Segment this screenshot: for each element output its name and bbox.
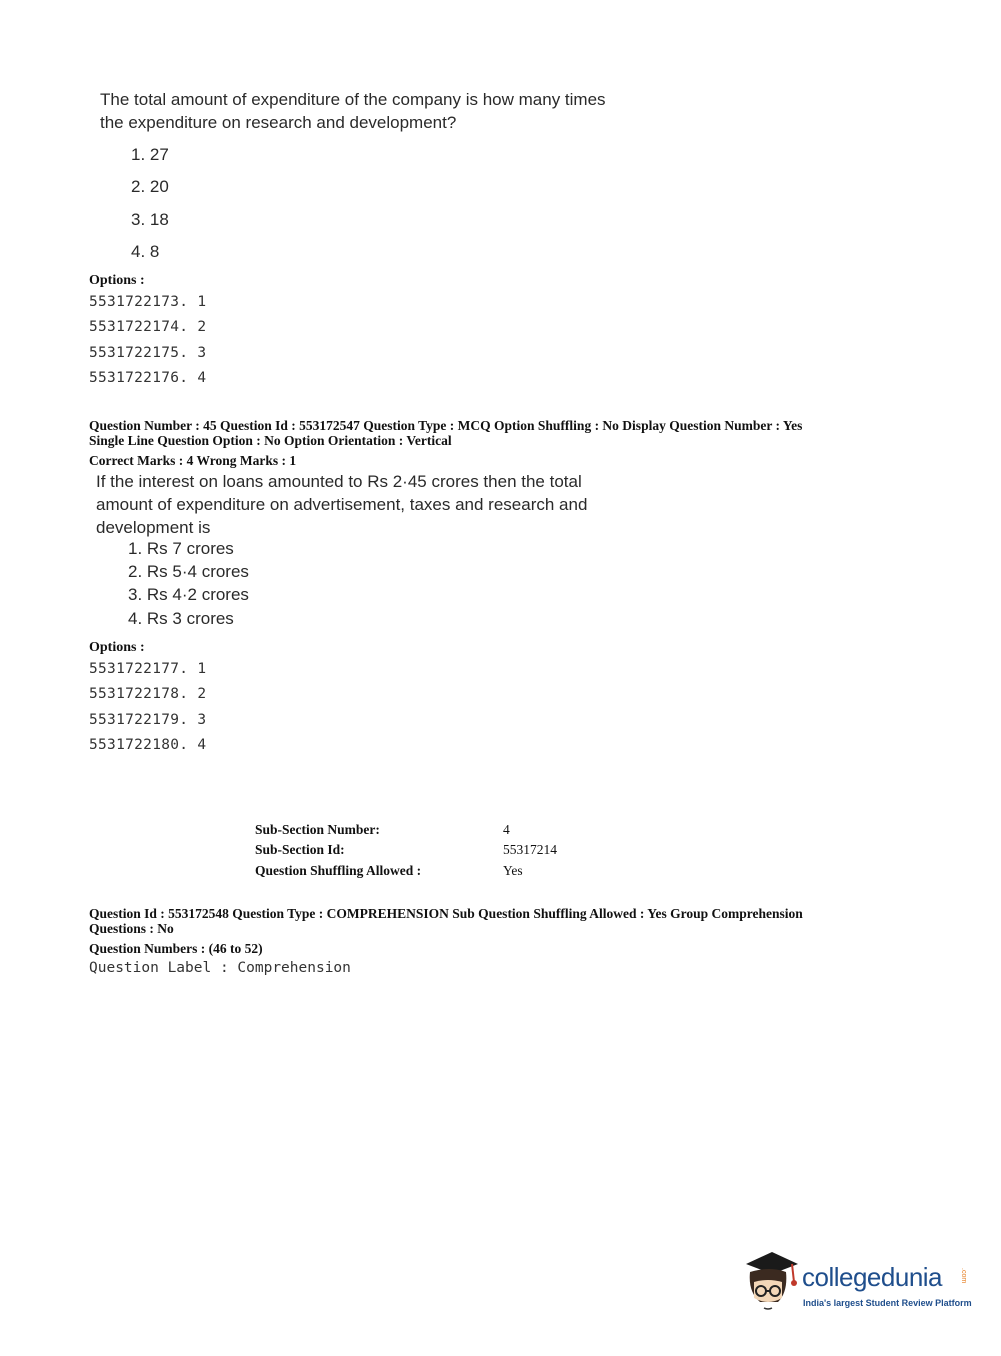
answer-choice: 1. Rs 7 crores	[128, 539, 234, 558]
question-text: If the interest on loans amounted to Rs 2·45 crores then the total amount of expenditure on advertisement, taxes and research and development is	[96, 472, 588, 537]
question-meta-line: Question Number : 45 Question Id : 553172547 Question Type : MCQ Option Shuffling : No Display Question Number : Yes	[89, 418, 803, 433]
option-id: 5531722173. 1	[89, 294, 207, 310]
option-id: 5531722177. 1	[89, 661, 207, 677]
question-meta	[89, 418, 889, 468]
logo-tagline: India's largest Student Review Platform	[803, 1298, 972, 1308]
option-id: 5531722179. 3	[89, 711, 207, 728]
subsection-id-label: Sub-Section Id:	[255, 842, 345, 858]
subsection-number-value: 4	[503, 822, 510, 837]
question-marks: Correct Marks : 4 Wrong Marks : 1	[89, 453, 297, 468]
logo-wordmark: collegedunia	[802, 1262, 943, 1292]
comprehension-meta	[89, 906, 889, 956]
answer-choices	[128, 539, 249, 632]
answer-choice: 3. 18	[131, 209, 169, 229]
comprehension-meta-line: Questions : No	[89, 921, 174, 936]
subsection-number-label: Sub-Section Number:	[255, 822, 380, 837]
option-id: 5531722178. 2	[89, 686, 207, 703]
answer-choices	[131, 145, 169, 274]
answer-choice: 4. 8	[131, 241, 160, 261]
question-meta-line: Single Line Question Option : No Option Orientation : Vertical	[89, 433, 452, 448]
answer-choice: 2. 20	[131, 177, 169, 197]
options-header: Options :	[89, 640, 145, 655]
option-id-list	[89, 660, 206, 761]
answer-choice: 3. Rs 4·2 crores	[128, 585, 249, 605]
question-numbers: Question Numbers : (46 to 52)	[89, 941, 263, 956]
option-id: 5531722175. 3	[89, 344, 207, 361]
answer-choice: 2. Rs 5·4 crores	[128, 562, 249, 582]
question-shuffling-label: Question Shuffling Allowed :	[255, 862, 422, 878]
logo-com: .com	[960, 1268, 967, 1284]
answer-choice: 1. 27	[131, 145, 169, 164]
question-text: The total amount of expenditure of the company is how many times the expenditure on research and development?	[100, 90, 606, 132]
collegedunia-logo	[742, 1248, 972, 1318]
options-header: Options :	[89, 273, 145, 288]
option-id-list	[89, 293, 206, 394]
comprehension-meta-line: Question Id : 553172548 Question Type : COMPREHENSION Sub Question Shuffling Allowed : Yes Group Comprehension	[89, 906, 803, 921]
question-label: Question Label : Comprehension	[89, 960, 351, 976]
answer-choice: 4. Rs 3 crores	[128, 608, 234, 628]
option-id: 5531722174. 2	[89, 319, 207, 336]
student-mascot-icon	[742, 1248, 802, 1318]
question-shuffling-value: Yes	[503, 862, 523, 878]
option-id: 5531722176. 4	[89, 369, 207, 386]
option-id: 5531722180. 4	[89, 736, 207, 753]
subsection-id-value: 55317214	[503, 842, 557, 858]
